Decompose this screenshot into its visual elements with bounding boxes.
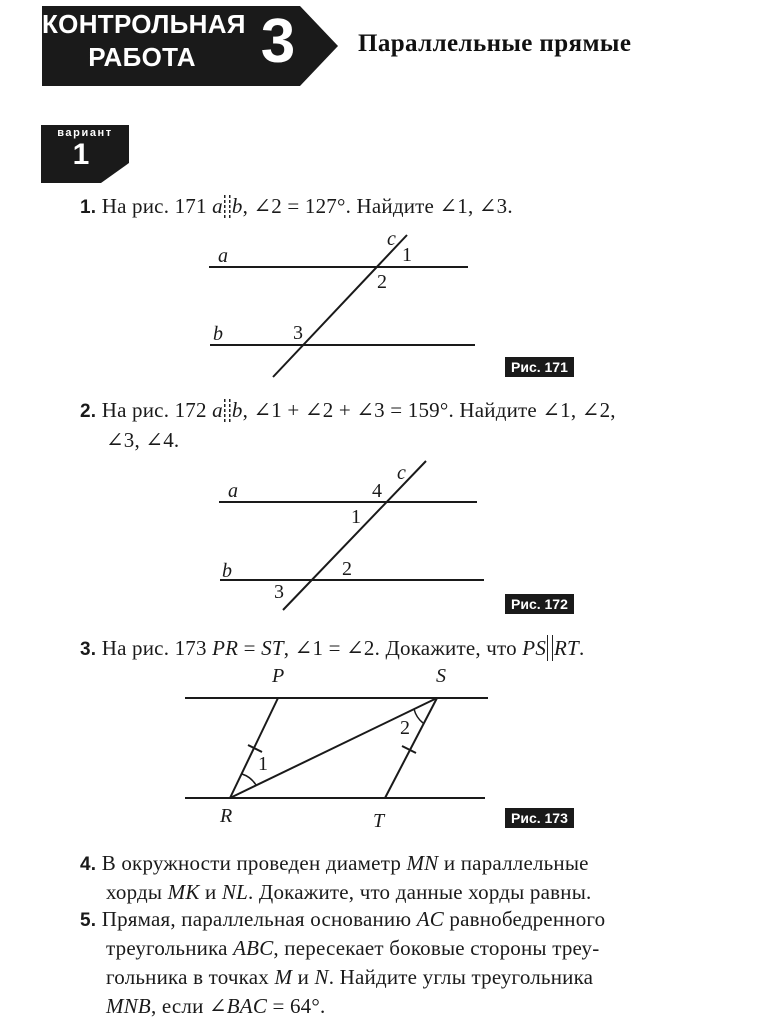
problem-text: В окружности проведен диаметр	[101, 851, 407, 875]
var-pr: PR	[212, 636, 239, 660]
var-a: a	[212, 398, 223, 422]
figure-172-caption: Рис. 172	[505, 594, 574, 614]
angle-4-label: 4	[372, 480, 382, 502]
angle-2-label: 2	[400, 717, 410, 739]
var-bac: BAC	[226, 994, 268, 1018]
angle-3-label: 3	[293, 322, 303, 344]
label-s: S	[436, 665, 446, 687]
problem-number: 1.	[80, 197, 97, 218]
variant-label: вариант	[57, 127, 113, 139]
problem-text: На рис. 172	[101, 398, 213, 422]
var-mn: MN	[406, 851, 439, 875]
problem-text: гольника в точках	[106, 965, 275, 989]
label-b: b	[213, 323, 223, 345]
angle-1-label: 1	[258, 753, 268, 775]
problem-number: 2.	[80, 401, 97, 422]
label-t: T	[373, 810, 385, 832]
var-st: ST	[261, 636, 284, 660]
problem-5-line4	[106, 992, 325, 1021]
problem-text: , если ∠	[150, 994, 227, 1018]
problem-5-line3	[106, 963, 593, 992]
var-mnb: MNB	[106, 994, 151, 1018]
problem-text: . Докажите, что данные хорды равны.	[248, 880, 592, 904]
figure-172	[210, 455, 600, 615]
label-c: c	[387, 228, 396, 250]
problem-text: и параллельные	[438, 851, 589, 875]
var-rt: RT	[554, 636, 579, 660]
problem-2-line2: ∠3, ∠4.	[106, 428, 180, 452]
angle-2-label: 2	[342, 558, 352, 580]
problem-number: 3.	[80, 639, 97, 660]
work-title-line2: РАБОТА	[88, 42, 196, 72]
var-ac: AC	[416, 907, 444, 931]
problem-text: На рис. 173	[101, 636, 213, 660]
problem-2	[80, 396, 616, 426]
problem-number: 4.	[80, 854, 97, 875]
var-abc: ABC	[233, 936, 274, 960]
topic-title: Параллельные прямые	[358, 30, 632, 57]
problem-1	[80, 192, 513, 222]
problem-text: На рис. 171	[101, 194, 213, 218]
problem-4	[80, 849, 589, 879]
var-n: N	[314, 965, 329, 989]
label-a: a	[228, 480, 238, 502]
variant-number: 1	[72, 138, 90, 171]
problem-text: и	[199, 880, 222, 904]
label-b: b	[222, 560, 232, 582]
problem-text: . Найдите углы треугольника	[328, 965, 594, 989]
problem-4-line2	[106, 878, 591, 907]
var-a: a	[212, 194, 223, 218]
problem-text: , ∠2 = 127°. Найдите ∠1, ∠3.	[242, 194, 513, 218]
label-a: a	[218, 245, 228, 267]
work-number: 3	[260, 7, 296, 76]
problem-5	[80, 905, 605, 935]
problem-text: , пересекает боковые стороны треу-	[273, 936, 600, 960]
problem-text: треугольника	[106, 936, 234, 960]
parallel-symbol	[547, 635, 553, 661]
figure-171-caption: Рис. 171	[505, 357, 574, 377]
angle-1-arc	[242, 774, 256, 785]
figure-173-caption: Рис. 173	[505, 808, 574, 828]
problem-text: и	[292, 965, 315, 989]
problem-text: = 64°.	[267, 994, 326, 1018]
var-nl: NL	[221, 880, 249, 904]
var-b: b	[231, 398, 243, 422]
problem-text: , ∠1 = ∠2. Докажите, что	[283, 636, 523, 660]
var-b: b	[231, 194, 243, 218]
angle-1-label: 1	[351, 506, 361, 528]
angle-3-label: 3	[274, 581, 284, 603]
work-title-line1: КОНТРОЛЬНАЯ	[42, 9, 246, 39]
line-c	[273, 235, 407, 377]
angle-2-arc	[414, 709, 423, 723]
label-p: P	[272, 665, 285, 687]
label-r: R	[220, 805, 233, 827]
problem-text: хорды	[106, 880, 168, 904]
var-ps: PS	[522, 636, 547, 660]
problem-text: , ∠1 + ∠2 + ∠3 = 159°. Найдите ∠1, ∠2,	[242, 398, 616, 422]
label-c: c	[397, 462, 406, 484]
equals: =	[238, 636, 262, 660]
parallel-symbol	[224, 399, 231, 423]
segment-st	[385, 698, 437, 798]
problem-text: Прямая, параллельная основанию	[101, 907, 417, 931]
problem-5-line2	[106, 934, 599, 963]
var-m: M	[274, 965, 293, 989]
var-mk: MK	[167, 880, 200, 904]
angle-2-label: 2	[377, 271, 387, 293]
problem-number: 5.	[80, 910, 97, 931]
period: .	[578, 636, 585, 660]
parallel-symbol	[224, 195, 231, 219]
problem-text: равнобедренного	[443, 907, 606, 931]
angle-1-label: 1	[402, 244, 412, 266]
work-title	[42, 8, 246, 74]
